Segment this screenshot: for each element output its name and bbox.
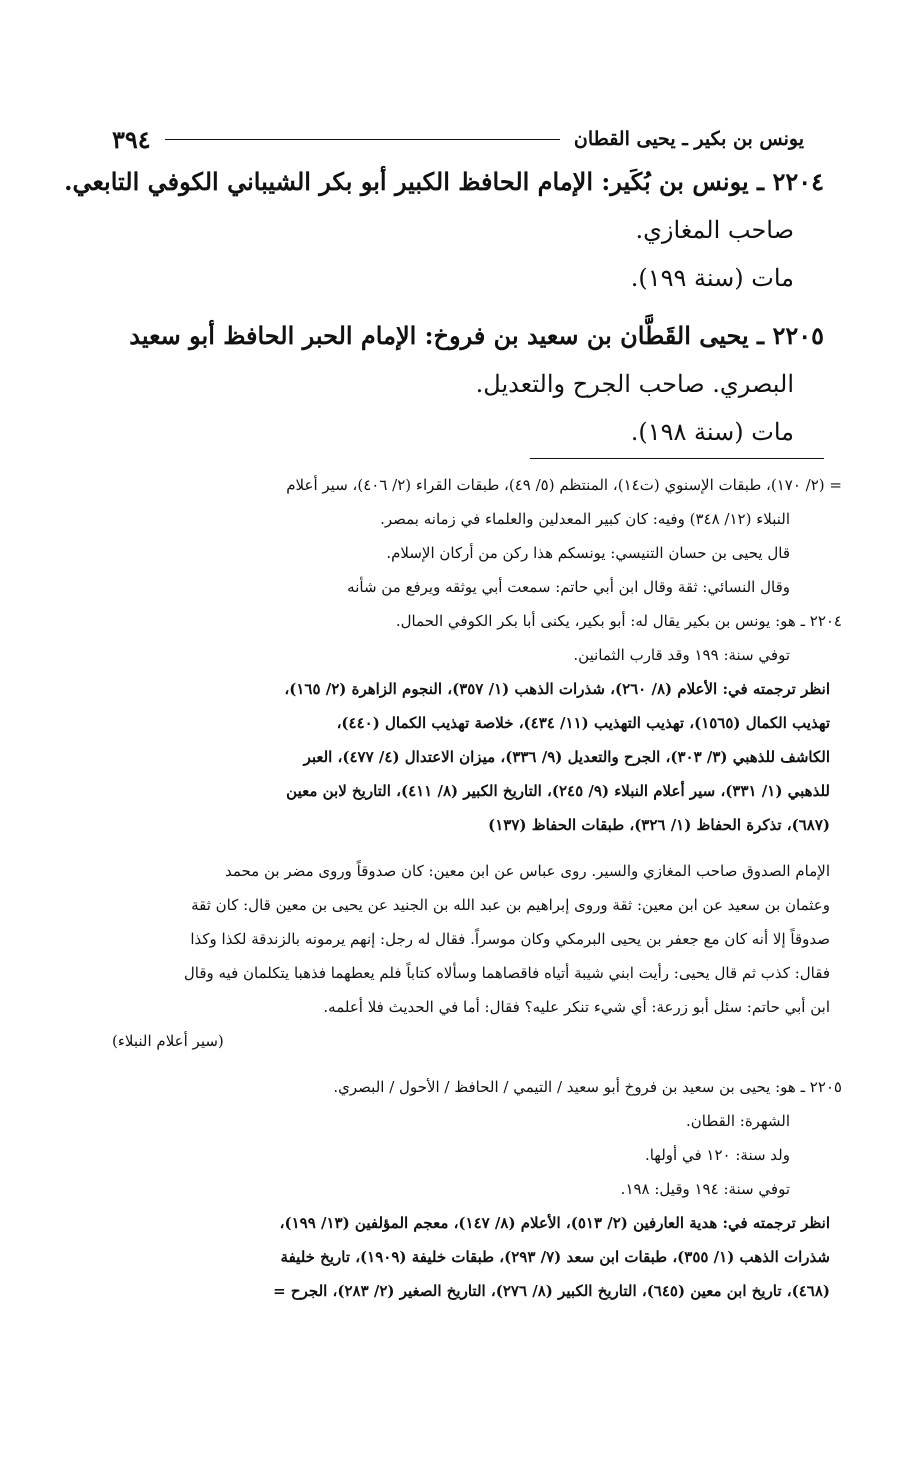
footnote-line: انظر ترجمته في: هدية العارفين (٢/ ٥١٣)، الأعلام (٨/ ١٤٧)، معجم المؤلفين (١٣/ ١٩٩)، — [279, 1214, 830, 1232]
footnote-source: (سير أعلام النبلاء) — [112, 1032, 224, 1050]
footnote-line: النبلاء (١٢/ ٣٤٨) وفيه: كان كبير المعدلين والعلماء في زمانه بمصر. — [380, 510, 790, 528]
footnote-line: ٢٢٠٥ ـ هو: يحيى بن سعيد بن فروخ أبو سعيد / التيمي / الحافظ / الأحول / البصري. — [333, 1078, 842, 1096]
footnotes — [112, 468, 842, 1308]
footnote-line: ابن أبي حاتم: سئل أبو زرعة: أي شيء تنكر عليه؟ فقال: أما في الحديث فلا أعلمه. — [323, 998, 830, 1016]
footnote-line: (٦٨٧)، تذكرة الحفاظ (١/ ٣٢٦)، طبقات الحفاظ (١٣٧) — [488, 816, 830, 834]
page-number: ٣٩٤ — [112, 124, 151, 154]
entry-2205-death: مات (سنة ١٩٨). — [630, 418, 794, 446]
running-header — [112, 122, 804, 156]
footnote-line: الشهرة: القطان. — [686, 1112, 790, 1130]
entry-2205-line: البصري. صاحب الجرح والتعديل. — [475, 370, 794, 398]
footnote-line: = (٢/ ١٧٠)، طبقات الإسنوي (ت١٤)، المنتظم (٥/ ٤٩)، طبقات القراء (٢/ ٤٠٦)، سير أعلام — [286, 476, 842, 494]
footnote-line: صدوقاً إلا أنه كان مع جعفر بن يحيى البرمكي وكان موسراً. فقال له رجل: إنهم يرمونه بالزندقة لكذا وكذا — [190, 930, 830, 948]
footnote-line: توفي سنة: ١٩٤ وقيل: ١٩٨. — [620, 1180, 790, 1198]
footnote-line: فقال: كذب ثم قال يحيى: رأيت ابني شيبة أتياه فاقصاهما وسألاه كتاباً فلم يعطهما فذهبا يتكلمان فيه وقال — [183, 964, 830, 982]
header-rule — [165, 139, 560, 140]
footnote-separator — [530, 458, 824, 459]
entry-2204-line: ٢٢٠٤ ـ يونس بن بُكَير: الإمام الحافظ الكبير أبو بكر الشيباني الكوفي التابعي. — [64, 167, 824, 196]
footnote-line: تهذيب الكمال (١٥٦٥)، تهذيب التهذيب (١١/ ٤٣٤)، خلاصة تهذيب الكمال (٤٤٠)، — [336, 714, 830, 732]
footnote-line: شذرات الذهب (١/ ٣٥٥)، طبقات ابن سعد (٧/ ٢٩٣)، طبقات خليفة (١٩٠٩)، تاريخ خليفة — [280, 1248, 830, 1266]
footnote-line: قال يحيى بن حسان التنيسي: يونسكم هذا ركن من أركان الإسلام. — [386, 544, 790, 562]
footnote-line: للذهبي (١/ ٣٣١)، سير أعلام النبلاء (٩/ ٢٤٥)، التاريخ الكبير (٨/ ٤١١)، التاريخ لابن معين — [286, 782, 830, 800]
footnote-line: (٤٦٨)، تاريخ ابن معين (٦٤٥)، التاريخ الكبير (٨/ ٢٧٦)، التاريخ الصغير (٢/ ٢٨٣)، الجرح = — [273, 1282, 830, 1300]
footnote-line: وعثمان بن سعيد عن ابن معين: ثقة وروى إبراهيم بن عبد الله بن الجنيد عن يحيى بن معين قال: كان ثقة — [191, 896, 830, 914]
footnote-line: ٢٢٠٤ ـ هو: يونس بن بكير يقال له: أبو بكير، يكنى أبا بكر الكوفي الحمال. — [395, 612, 842, 630]
entry-2205-line: ٢٢٠٥ ـ يحيى القَطَّان بن سعيد بن فروخ: الإمام الحبر الحافظ أبو سعيد — [129, 321, 824, 350]
entry-2204-death: مات (سنة ١٩٩). — [630, 264, 794, 292]
footnote-line: وقال النسائي: ثقة وقال ابن أبي حاتم: سمعت أبي يوثقه ويرفع من شأنه — [347, 578, 790, 596]
footnote-line: ولد سنة: ١٢٠ في أولها. — [644, 1146, 790, 1164]
footnote-line: الإمام الصدوق صاحب المغازي والسير. روى عباس عن ابن معين: كان صدوقاً وروى مضر بن محمد — [224, 862, 830, 880]
entry-2204-line: صاحب المغازي. — [635, 216, 794, 244]
footnote-line: الكاشف للذهبي (٣/ ٣٠٣)، الجرح والتعديل (٩/ ٣٣٦)، ميزان الاعتدال (٤/ ٤٧٧)، العبر — [303, 748, 830, 766]
footnote-line: توفي سنة: ١٩٩ وقد قارب الثمانين. — [573, 646, 790, 664]
main-entries — [64, 158, 824, 456]
footnote-line: انظر ترجمته في: الأعلام (٨/ ٢٦٠)، شذرات الذهب (١/ ٣٥٧)، النجوم الزاهرة (٢/ ١٦٥)، — [284, 680, 830, 698]
running-title: يونس بن بكير ـ يحيى القطان — [573, 128, 804, 150]
